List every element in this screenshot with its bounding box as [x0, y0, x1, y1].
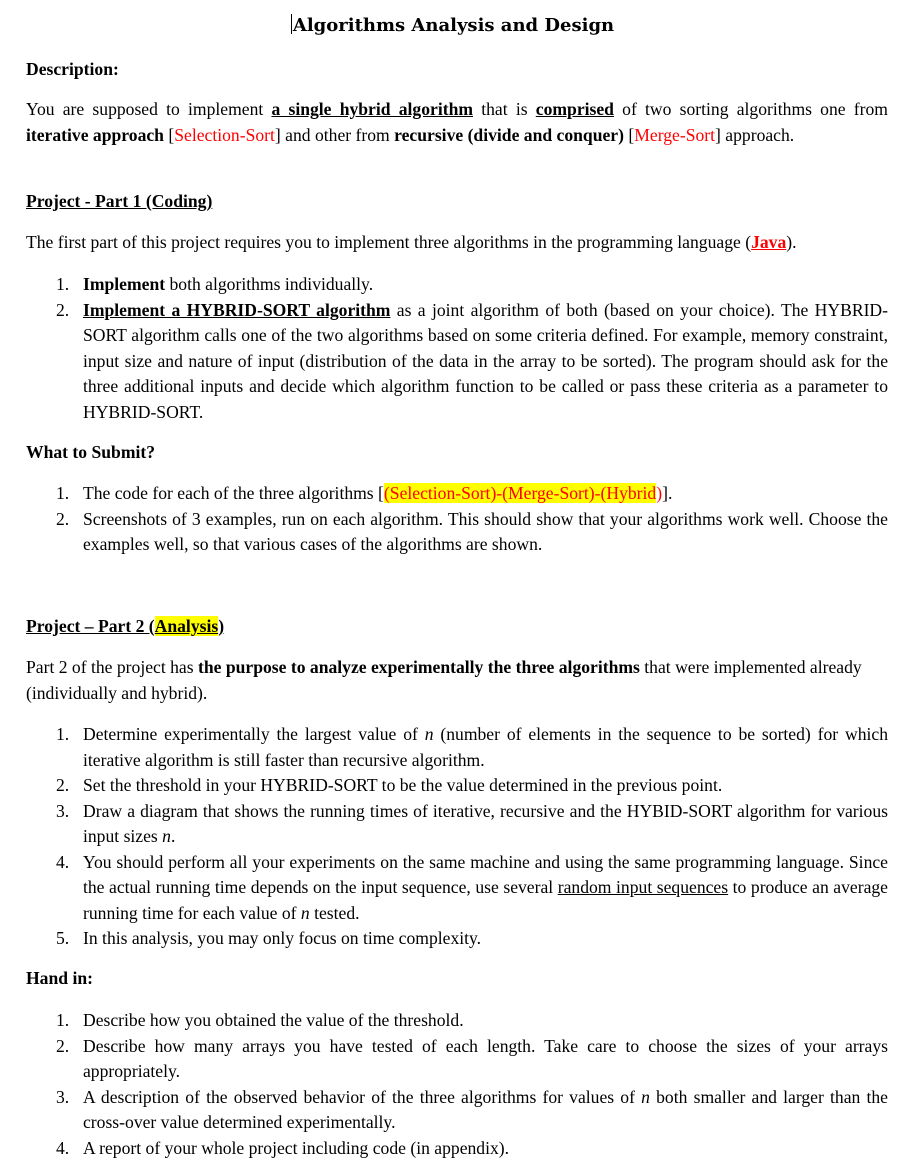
- part2-list: [0, 722, 888, 952]
- list-item: 1. Describe how you obtained the value of the threshold.: [56, 1010, 464, 1030]
- list-item: 2. Describe how many arrays you have tested of each length. Take care to choose the sizes of your arrays appropriately.: [56, 1035, 888, 1081]
- part1-list: [0, 272, 888, 425]
- description-paragraph: You are supposed to implement a single hybrid algorithm that is comprised of two sorting algorithms one from iterative approach [Selection-Sort] and other from recursive (divide and conquer) [Merge-Sort] approach.: [26, 99, 888, 145]
- submit-list: [0, 481, 888, 558]
- text-cursor: [291, 14, 292, 34]
- list-item: 1. Determine experimentally the largest value of n (number of elements in the sequence to be sorted) for which iterative algorithm is still faster than recursive algorithm.: [56, 724, 888, 770]
- list-item: 1. Implement both algorithms individually.: [56, 274, 374, 294]
- list-item: 3. Draw a diagram that shows the running times of iterative, recursive and the HYBID-SORT algorithm for various input sizes n.: [56, 800, 888, 846]
- part2-intro: Part 2 of the project has the purpose to analyze experimentally the three algorithms that were implemented already (individually and hybrid).: [26, 657, 862, 703]
- list-item: 4. You should perform all your experiments on the same machine and using the same programming language. Since the actual running time depends on the input sequence, use several random input sequences to produce an average running time for each value of n tested.: [56, 851, 888, 923]
- description-heading: Description:: [26, 59, 119, 79]
- part1-heading: Project - Part 1 (Coding): [26, 191, 213, 211]
- list-item: 3. A description of the observed behavior of the three algorithms for values of n both smaller and larger than the cross-over value determined experimentally.: [56, 1086, 888, 1132]
- handin-heading: Hand in:: [26, 968, 93, 988]
- part1-intro: The first part of this project requires you to implement three algorithms in the programming language (Java).: [26, 232, 797, 252]
- list-item: 2. Set the threshold in your HYBRID-SORT to be the value determined in the previous point.: [56, 775, 723, 795]
- list-item: 1. The code for each of the three algorithms [(Selection-Sort)-(Merge-Sort)-(Hybrid)].: [56, 483, 673, 503]
- part2-heading: Project – Part 2 (Analysis): [26, 616, 225, 636]
- list-item: 2. Implement a HYBRID-SORT algorithm as a joint algorithm of both (based on your choice). The HYBRID-SORT algorithm calls one of the two algorithms based on some criteria defined. For example, memory constraint, input size and nature of input (distribution of the data in the array to be sorted). The program should ask for the three additional inputs and decide which algorithm function to be called or pass these criteria as a parameter to HYBRID-SORT.: [56, 299, 888, 422]
- document-title: Algorithms Analysis and Design: [292, 15, 615, 36]
- list-item: 4. A report of your whole project including code (in appendix).: [56, 1137, 510, 1158]
- handin-list: [0, 1008, 888, 1161]
- list-item: 2. Screenshots of 3 examples, run on each algorithm. This should show that your algorithms work well. Choose the examples well, so that various cases of the algorithms are shown.: [56, 508, 888, 554]
- list-item: 5. In this analysis, you may only focus on time complexity.: [56, 928, 482, 948]
- submit-heading: What to Submit?: [26, 442, 156, 462]
